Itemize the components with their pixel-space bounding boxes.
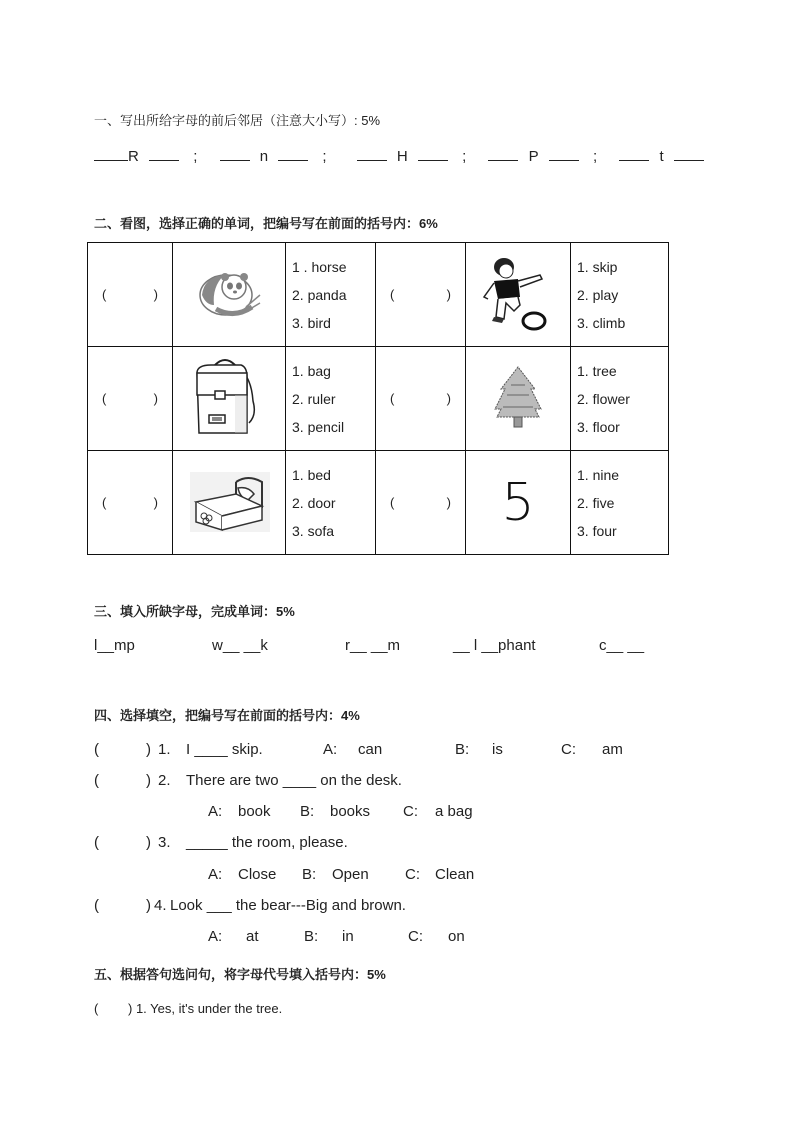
question-2: ( ) 2. There are two ____ on the desk. <box>94 772 402 789</box>
question-3-choices: A: Close B: Open C: Clean <box>208 866 475 883</box>
section1-heading: 一、写出所给字母的前后邻居（注意大小写）: 5% <box>94 113 381 128</box>
answer-blank[interactable] <box>278 146 308 161</box>
option-1: 1. skip <box>577 258 618 275</box>
option-2: 2. door <box>292 494 336 511</box>
answer-bracket[interactable]: ( <box>94 834 99 851</box>
choice-a: book <box>238 803 271 820</box>
question-text: I ____ skip. <box>186 741 263 758</box>
word-completion-3: r__ __m <box>345 637 401 654</box>
option-2: 2. panda <box>292 286 347 303</box>
separator: ; <box>462 148 467 165</box>
answer-blank[interactable] <box>418 146 448 161</box>
number-five: 5 <box>501 472 535 533</box>
option-2: 2. ruler <box>292 390 336 407</box>
choice-a: can <box>358 741 383 758</box>
question-2-choices: A: book B: books C: a bag <box>208 803 473 820</box>
bed-image <box>173 451 286 555</box>
answer-blank[interactable] <box>619 146 649 161</box>
section4-heading: 四、选择填空，把编号写在前面的括号内：4% <box>94 708 360 723</box>
option-3: 3. four <box>577 522 617 539</box>
answer-blank[interactable] <box>549 146 579 161</box>
letter-h: H <box>396 148 408 165</box>
answer-blank[interactable] <box>149 146 179 161</box>
option-3: 3. pencil <box>292 418 345 435</box>
answer-blank[interactable] <box>94 146 128 161</box>
picture-word-table <box>87 242 669 555</box>
question-text: 1. Yes, it's under the tree. <box>135 1001 283 1016</box>
answer-blank[interactable] <box>357 146 387 161</box>
answer-bracket[interactable]: ( <box>94 897 99 914</box>
option-3: 3. floor <box>577 418 620 435</box>
option-1: 1 . horse <box>292 258 347 275</box>
answer-bracket-cell[interactable]: ( ) <box>88 347 173 451</box>
word-options <box>571 451 669 555</box>
choice-b: in <box>342 928 354 945</box>
section2-heading: 二、看图，选择正确的单词，把编号写在前面的括号内：6% <box>94 216 438 231</box>
section5-heading: 五、根据答句选问句，将字母代号填入括号内：5% <box>94 967 386 982</box>
answer-bracket-cell[interactable]: ( ) <box>376 347 466 451</box>
question-text: There are two ____ on the desk. <box>186 772 402 789</box>
choice-b: books <box>330 803 371 820</box>
word-options <box>286 451 376 555</box>
answer-blank[interactable] <box>674 146 704 161</box>
word-completion-1: l__mp <box>94 637 135 654</box>
section3-heading: 三、填入所缺字母，完成单词：5% <box>94 604 295 619</box>
word-options <box>571 243 669 347</box>
number-five-image <box>466 451 571 555</box>
option-1: 1. bed <box>292 466 331 483</box>
letter-t: t <box>659 148 664 165</box>
choice-b: Open <box>332 866 369 883</box>
option-2: 2. five <box>577 494 615 511</box>
answer-bracket-cell[interactable]: ( ) <box>376 451 466 555</box>
answer-bracket-cell[interactable]: ( ) <box>376 243 466 347</box>
backpack-image <box>173 347 286 451</box>
question-4-choices: A: at B: in C: on <box>208 928 465 945</box>
answer-blank[interactable] <box>220 146 250 161</box>
choice-a: at <box>246 928 259 945</box>
answer-bracket[interactable]: ( <box>94 1001 99 1016</box>
separator: ; <box>322 148 327 165</box>
question-text: Look ___ the bear---Big and brown. <box>170 897 406 914</box>
option-2: 2. flower <box>577 390 630 407</box>
letter-r: R <box>128 148 139 165</box>
word-completion-2: w__ __k <box>212 637 268 654</box>
choice-c: on <box>448 928 465 945</box>
word-completion-5: c__ __ <box>599 637 645 654</box>
word-options <box>286 347 376 451</box>
letter-p: P <box>528 148 539 165</box>
question-text: _____ the room, please. <box>186 834 348 851</box>
table-row <box>88 243 669 347</box>
word-options <box>571 347 669 451</box>
tree-image <box>466 347 571 451</box>
panda-image <box>173 243 286 347</box>
question-4: ( ) 4. Look ___ the bear---Big and brown. <box>94 897 406 914</box>
option-1: 1. bag <box>292 362 331 379</box>
separator: ; <box>592 148 598 165</box>
choice-c: am <box>602 741 623 758</box>
table-row <box>88 347 669 451</box>
word-completion-4: __ l __phant <box>453 637 536 654</box>
question-5-1: ( ) 1. Yes, it's under the tree. <box>94 1001 283 1016</box>
separator: ; <box>193 148 198 165</box>
option-1: 1. nine <box>577 466 620 483</box>
choice-c: a bag <box>435 803 473 820</box>
table-row <box>88 451 669 555</box>
option-3: 3. sofa <box>292 522 335 539</box>
choice-a: Close <box>238 866 277 883</box>
option-2: 2. play <box>577 286 619 303</box>
word-options <box>286 243 376 347</box>
letter-neighbors-row <box>94 146 704 165</box>
answer-bracket-cell[interactable]: ( ) <box>88 243 173 347</box>
answer-bracket-cell[interactable]: ( ) <box>88 451 173 555</box>
choice-c: Clean <box>435 866 475 883</box>
answer-bracket[interactable]: ( <box>94 741 99 758</box>
question-3: ( ) 3. _____ the room, please. <box>94 834 348 851</box>
option-3: 3. bird <box>292 314 331 331</box>
option-3: 3. climb <box>577 314 626 331</box>
answer-blank[interactable] <box>488 146 518 161</box>
answer-bracket[interactable]: ( <box>94 772 99 789</box>
question-1: ( ) 1. I ____ skip. A: can B: is C: am <box>94 741 623 758</box>
choice-b: is <box>492 741 503 758</box>
boy-kicking-ball-image <box>466 243 571 347</box>
letter-n: n <box>259 148 269 165</box>
option-1: 1. tree <box>577 362 617 379</box>
